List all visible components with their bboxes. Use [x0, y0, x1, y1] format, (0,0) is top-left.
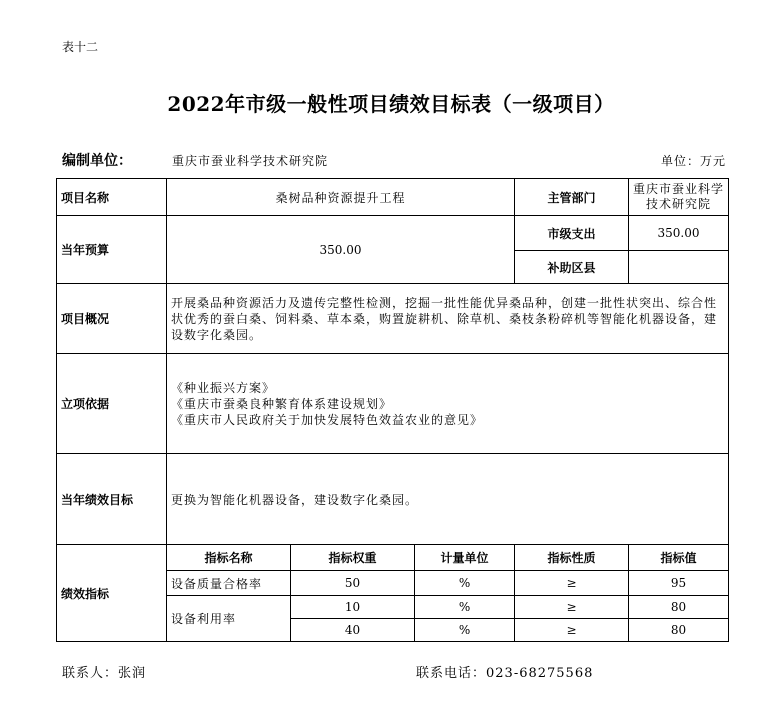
subsidy-value	[629, 251, 729, 284]
basis-line: 《重庆市蚕桑良种繁育体系建设规划》	[171, 396, 393, 411]
overview-value: 开展桑品种资源活力及遗传完整性检测，挖掘一批性能优异桑品种，创建一批性状突出、综合性状优秀的蚕白桑、饲料桑、草本桑，购置旋耕机、除草机、桑枝条粉碎机等智能化机器设备，建设数字化桑园。	[167, 284, 729, 354]
indicator-nature: ≥	[515, 619, 629, 642]
indicator-value: 80	[629, 619, 729, 642]
budget-value: 350.00	[167, 216, 515, 284]
basis-label: 立项依据	[57, 354, 167, 454]
page-title: 2022年市级一般性项目绩效目标表（一级项目）	[167, 92, 615, 116]
indicator-nature: ≥	[515, 596, 629, 619]
budget-label: 当年预算	[57, 216, 167, 284]
header-indicator-nature: 指标性质	[515, 545, 629, 571]
header-measure-unit: 计量单位	[415, 545, 515, 571]
indicator-name: 设备利用率	[167, 596, 291, 642]
unit-value: 重庆市蚕业科学技术研究院	[172, 154, 329, 168]
basis-line: 《种业振兴方案》	[171, 380, 276, 395]
city-expense-value: 350.00	[629, 216, 729, 251]
indicator-value: 95	[629, 571, 729, 596]
indicator-unit: %	[415, 571, 515, 596]
indicator-label: 绩效指标	[57, 545, 167, 642]
performance-table	[56, 178, 729, 642]
header-indicator-value: 指标值	[629, 545, 729, 571]
indicator-weight: 50	[291, 571, 415, 596]
authority-label: 主管部门	[515, 179, 629, 216]
goal-value: 更换为智能化机器设备，建设数字化桑园。	[167, 454, 729, 545]
header-indicator-name: 指标名称	[167, 545, 291, 571]
basis-value	[167, 354, 729, 454]
indicator-unit: %	[415, 619, 515, 642]
indicator-nature: ≥	[515, 571, 629, 596]
unit-label: 编制单位：	[62, 153, 132, 169]
project-name-label: 项目名称	[57, 179, 167, 216]
city-expense-label: 市级支出	[515, 216, 629, 251]
currency-unit-note: 单位：万元	[660, 154, 726, 168]
project-name-value: 桑树品种资源提升工程	[167, 179, 515, 216]
contact-person: 联系人：张润	[62, 666, 147, 681]
goal-label: 当年绩效目标	[57, 454, 167, 545]
contact-phone: 联系电话：023-68275568	[416, 666, 594, 681]
indicator-name: 设备质量合格率	[167, 571, 291, 596]
table-number-tag: 表十二	[62, 40, 99, 54]
subsidy-label: 补助区县	[515, 251, 629, 284]
header-indicator-weight: 指标权重	[291, 545, 415, 571]
authority-value: 重庆市蚕业科学技术研究院	[629, 179, 729, 216]
basis-line: 《重庆市人民政府关于加快发展特色效益农业的意见》	[171, 412, 484, 427]
indicator-value: 80	[629, 596, 729, 619]
overview-label: 项目概况	[57, 284, 167, 354]
indicator-weight: 40	[291, 619, 415, 642]
indicator-weight: 10	[291, 596, 415, 619]
indicator-unit: %	[415, 596, 515, 619]
